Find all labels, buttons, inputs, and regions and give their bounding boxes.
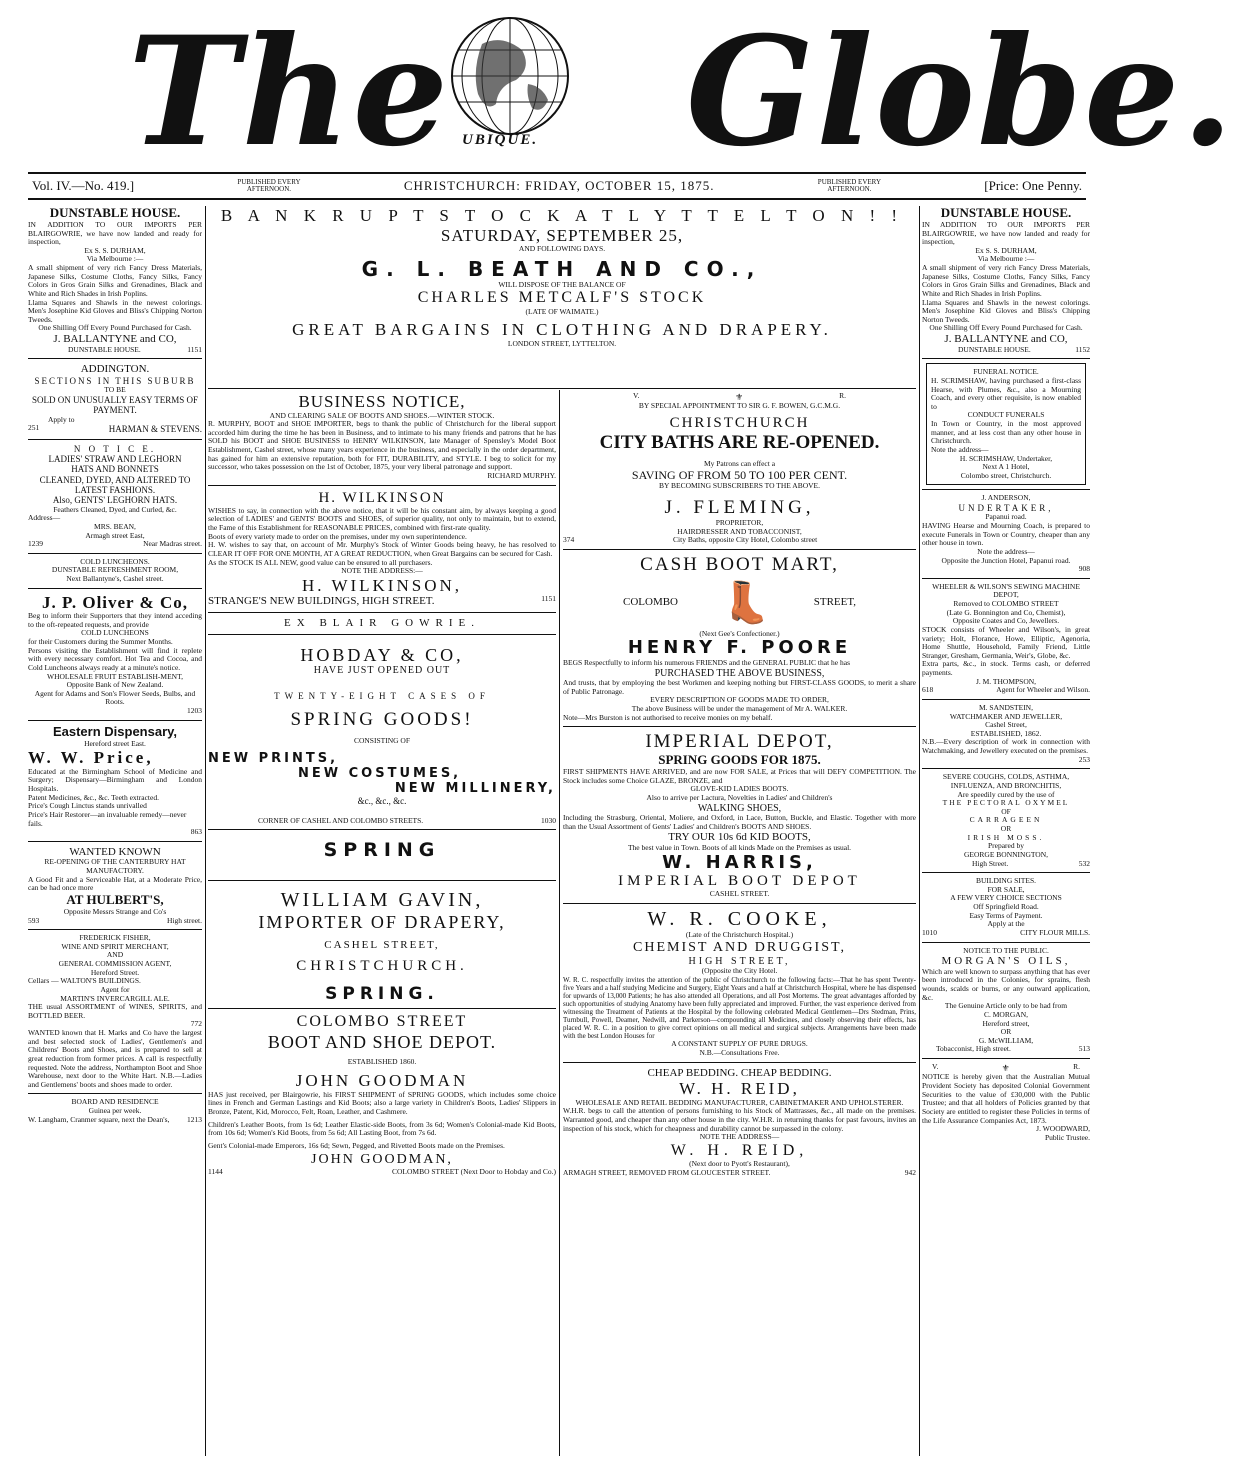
ad-number: 593 bbox=[28, 915, 40, 925]
column-rule bbox=[205, 206, 206, 1456]
ad-text: LADIES' STRAW AND LEGHORN bbox=[48, 453, 182, 464]
ad-body: Persons visiting the Establishment will find it replete with every necessary comfort. Hot Tea and Cocoa, and Cold Luncheons always ready at a minute's notice. bbox=[28, 645, 202, 672]
boot-icon: 👢 bbox=[720, 579, 771, 625]
ad-text: UNDERTAKER, bbox=[958, 503, 1054, 514]
ad-title: J. FLEMING, bbox=[664, 497, 815, 519]
masthead bbox=[0, 0, 1236, 180]
ad-text: GENERAL COMMISSION AGENT, bbox=[58, 959, 172, 969]
ad-number: 1152 bbox=[1075, 344, 1090, 354]
issue-date: CHRISTCHURCH: FRIDAY, OCTOBER 15, 1875. bbox=[403, 177, 715, 193]
ad-text: CASHEL STREET, bbox=[324, 938, 440, 951]
ad-text: One Shilling Off Every Pound Purchased for Cash. bbox=[929, 323, 1083, 333]
ad-title: COLD LUNCHEONS. bbox=[80, 556, 150, 566]
ad-number: 1239 bbox=[28, 539, 43, 549]
ad-number: 942 bbox=[904, 1167, 916, 1177]
ad-text: EVERY DESCRIPTION OF GOODS MADE TO ORDER, bbox=[650, 695, 829, 705]
ad-title: FUNERAL NOTICE. bbox=[973, 367, 1039, 377]
ad-number: 1213 bbox=[187, 1114, 202, 1124]
ad-text: Public Trustee. bbox=[1044, 1132, 1090, 1142]
ad-number: 1203 bbox=[187, 706, 202, 716]
ad-title: CASH BOOT MART, bbox=[640, 553, 839, 575]
ad-text: Off Springfield Road. bbox=[973, 902, 1039, 912]
ad-body: A Good Fit and a Serviceable Hat, at a Moderate Price, can be had once more bbox=[28, 874, 202, 893]
ad-number: 1151 bbox=[541, 594, 556, 604]
ad-text: Next Ballantyne's, Cashel street. bbox=[66, 574, 164, 584]
ad-title: CHEAP BEDDING. CHEAP BEDDING. bbox=[647, 1066, 832, 1079]
ad-text: G. McWILLIAM, bbox=[978, 1035, 1034, 1045]
ad-text: GLOVE-KID LADIES BOOTS. bbox=[690, 784, 789, 794]
ad-title: H. WILKINSON bbox=[318, 489, 446, 506]
ad-title: WANTED KNOWN bbox=[69, 845, 161, 858]
funeral-notice-box bbox=[926, 363, 1086, 485]
section-rule bbox=[208, 388, 916, 389]
ad-body: STOCK consists of Wheeler and Wilson's, in great variety; Holt, Florance, Howe, Elliptic, Agenoria, Home Shuttle, Household, Family Friend, Little Stranger, Gresham, Germania, Weir's, Globe, &c. bbox=[922, 624, 1090, 660]
ad-text: OR bbox=[1000, 1027, 1012, 1037]
ad-text: Agent for Adams and Son's Flower Seeds, Bulbs, and Roots. bbox=[34, 688, 196, 707]
ad-signature: HARMAN & STEVENS. bbox=[108, 424, 202, 435]
ad-body: for their Customers during the Summer Months. bbox=[28, 637, 173, 647]
ad-text: Patent Medicines, &c., &c. Teeth extracted. bbox=[28, 792, 159, 802]
publication-note-right: PUBLISHED EVERY AFTERNOON. bbox=[817, 178, 881, 193]
ad-text: Opposite Coates and Co, Jewellers. bbox=[952, 616, 1060, 626]
ad-body: R. MURPHY, BOOT and SHOE IMPORTER, begs to thank the public of Christchurch for the liberal support accorded him during the time he has been in Business, and to intimate to his many friends and patrons that he has SOLD his BOOT and SHOE BUSINESS to HENRY WILKINSON, late Manager of Spensley's Model Boot Establishment, Cashel street, whose many years experience in the business, and especially in the order department, has gained for him an extensive reputation, both for FIT, DURABILITY, and STYLE. I beg to solicit for my successor, who takes possession on the 1st of October, 1875, your very liberal patronage and support. bbox=[208, 419, 556, 472]
ad-text: TO BE bbox=[104, 385, 126, 395]
ad-text: TWENTY-EIGHT CASES OF bbox=[274, 690, 490, 701]
ad-title: W. HARRIS, bbox=[662, 851, 817, 873]
ad-body: Children's Leather Boots, from 1s 6d; Leather Elastic-side Boots, from 3s 6d; Women's Colonial-made Kid Boots, from 10s 6d; Women's Kid Boots, from 5s 6d; All Lasting Boot, from 7s 6d. bbox=[208, 1119, 556, 1138]
ad-text: MRS. BEAN, bbox=[94, 521, 136, 531]
ad-text: The Genuine Article only to be had from bbox=[944, 1001, 1068, 1011]
ad-body: A small shipment of very rich Fancy Dress Materials, Japanese Silks, Costume Cloths, Fancy Silks, Fancy Colors in Gros Grain Silks and Grenadines, Black and White and Rich Shades in Irish Poplins. bbox=[922, 263, 1090, 298]
volume-number: Vol. IV.—No. 419.] bbox=[32, 177, 135, 193]
ad-text: HAVE JUST OPENED OUT bbox=[313, 665, 451, 677]
ad-text: Are speedily cured by the use of bbox=[957, 789, 1055, 799]
royal-cipher: V. bbox=[633, 391, 640, 400]
ad-text: Price's Hair Restorer—an invaluable remedy—never fails. bbox=[28, 809, 187, 828]
royal-cipher: V. bbox=[932, 1062, 939, 1072]
royal-crest-icon: ⚜ bbox=[735, 392, 744, 402]
ad-text: COLOMBO bbox=[623, 596, 679, 609]
ad-text: (Opposite the City Hotel. bbox=[701, 966, 778, 976]
ad-text: WALKING SHOES, bbox=[697, 802, 782, 814]
ad-title: N O T I C E. bbox=[73, 443, 157, 454]
ad-body: And trusts, that by employing the best Workmen and keeping nothing but FIRST-CLASS GOODS, to merit a share of Public Patronage. bbox=[563, 678, 916, 696]
ad-title: SPRING. bbox=[325, 983, 439, 1004]
ad-text: Note the address— bbox=[977, 546, 1035, 556]
ad-title: BUILDING SITES. bbox=[976, 876, 1036, 886]
ad-text: Apply to bbox=[48, 414, 75, 424]
ad-title: W. H. REID, bbox=[679, 1079, 800, 1099]
ad-text: W. Langham, Cranmer square, next the Dean's, bbox=[28, 1114, 170, 1124]
ad-text: Agent for bbox=[100, 984, 130, 994]
ad-text: STREET, bbox=[813, 596, 856, 609]
ad-text: Opposite the Junction Hotel, Papanui road. bbox=[941, 555, 1071, 565]
ad-title: HOBDAY & CO, bbox=[300, 644, 464, 665]
ad-text: Agent for Wheeler and Wilson. bbox=[996, 685, 1090, 695]
ad-body: Educated at the Birmingham School of Medicine and Surgery; Dispensary—Birmingham and London Hospitals. bbox=[28, 766, 202, 794]
ad-text: AND CLEARING SALE OF BOOTS AND SHOES.—WINTER STOCK. bbox=[269, 410, 495, 420]
ad-body: Beg to inform their Supporters that they intend acceding to the oft-repeated requests, and provide bbox=[28, 611, 202, 629]
ad-text: Hereford Street. bbox=[90, 967, 140, 977]
ad-text: Ex S. S. DURHAM, bbox=[975, 245, 1037, 255]
ad-title: EX BLAIR GOWRIE. bbox=[284, 616, 480, 629]
ad-date: SATURDAY, SEPTEMBER 25, bbox=[440, 225, 684, 245]
ad-title: NOTICE TO THE PUBLIC. bbox=[963, 945, 1049, 955]
ad-title: AT HULBERT'S, bbox=[66, 891, 164, 907]
ad-text: Note the address— bbox=[931, 444, 989, 454]
ad-text: A FEW VERY CHOICE SECTIONS bbox=[950, 893, 1062, 903]
ad-text: BY SPECIAL APPOINTMENT TO SIR G. F. BOWEN, G.C.M.G. bbox=[638, 401, 841, 411]
ad-text: DUNSTABLE HOUSE. bbox=[68, 344, 141, 354]
ad-body: Llama Squares and Shawls in the newest colorings. Men's Josephine Kid Gloves and Bliss's Chipping Norton Tweeds. bbox=[28, 297, 202, 324]
dateline bbox=[28, 172, 1086, 200]
ad-title: COLOMBO STREET bbox=[296, 1013, 468, 1031]
left-column bbox=[28, 206, 202, 1456]
ad-text: Opposite Messrs Strange and Co's bbox=[63, 906, 167, 916]
ad-text: Also to arrive per Lactura, Novelties in Ladies' and Children's bbox=[646, 792, 833, 802]
ad-title: DUNSTABLE HOUSE. bbox=[940, 205, 1072, 220]
ad-text: Next A 1 Hotel, bbox=[982, 462, 1030, 472]
ad-title: M. SANDSTEIN, bbox=[979, 702, 1033, 712]
royal-crest-icon: ⚜ bbox=[1001, 1063, 1010, 1074]
ad-text: LONDON STREET, LYTTELTON. bbox=[507, 338, 617, 348]
ad-text: CLEANED, DYED, AND ALTERED TO LATEST FASHIONS. bbox=[39, 474, 191, 495]
ad-title: SPRING bbox=[323, 839, 441, 862]
ad-body: As the STOCK IS ALL NEW, good value can be ensured to all purchasers. bbox=[208, 557, 433, 567]
ad-text: Note—Mrs Burston is not authorised to receive monies on my behalf. bbox=[563, 712, 773, 722]
ad-text: J. M. THOMPSON, bbox=[975, 676, 1037, 686]
ad-number: 513 bbox=[1078, 1044, 1090, 1054]
ad-body: Llama Squares and Shawls in the newest colorings. Men's Josephine Kid Gloves and Bliss's Chipping Norton Tweeds. bbox=[922, 297, 1090, 324]
ad-title: Eastern Dispensary, bbox=[52, 723, 178, 739]
ad-text: HIGH STREET, bbox=[688, 955, 791, 967]
ad-text: The above Business will be under the management of Mr A. WALKER. bbox=[631, 703, 848, 713]
ad-body: Gent's Colonial-made Emperors, 16s 6d; Sewn, Pegged, and Rivetted Boots made on the Premises. bbox=[208, 1140, 505, 1150]
ad-text: (Next Gee's Confectioner.) bbox=[699, 628, 780, 638]
ad-text: CHARLES METCALF'S STOCK bbox=[417, 289, 707, 307]
ad-title: HENRY F. POORE bbox=[627, 637, 852, 659]
ad-body: Including the Strasburg, Oriental, Moliere, and Oxford, in Lace, Button, Buckle, and Elastic. Together with more than the Usual Assortment of Gents' Ladies' and Children's BOOTS AND SHOES. bbox=[563, 813, 916, 831]
ad-body: WISHES to say, in connection with the above notice, that it will be his constant aim, by always keeping a good selection of LADIES' and GENTS' BOOTS and SHOES, of superior quality, not only to maintain, but to extend, the Fame of this Establishment for REASONABLE PRICES, combined with first-rate quality. bbox=[208, 505, 556, 533]
ad-text: COLD LUNCHEONS bbox=[81, 628, 149, 638]
ad-body: WANTED known that H. Marks and Co have the largest and best selected stock of Ladies', Gentlemen's and Childrens' Boots and Shoes, and is prepared to sell at great reduction from former prices. A call is respectfully requested. Note the address, Northampton Boot and Shoe Warehouse, next door to the White Hart. N.B.—Ladies and Gentlemens' boots and shoes made to order. bbox=[28, 1028, 202, 1089]
ad-number: 374 bbox=[563, 535, 575, 545]
ad-text: Via Melbourne :— bbox=[977, 254, 1035, 264]
ad-number: 1144 bbox=[208, 1167, 223, 1177]
ad-title: J. P. Oliver & Co, bbox=[42, 592, 188, 612]
ad-title: CHEMIST AND DRUGGIST, bbox=[633, 939, 846, 955]
ad-body: THE usual ASSORTMENT of WINES, SPIRITS, and BOTTLED BEER. bbox=[28, 1002, 202, 1020]
ad-number: 772 bbox=[190, 1019, 202, 1029]
ad-text: Prepared by bbox=[987, 841, 1025, 851]
ad-text: CITY FLOUR MILLS. bbox=[1020, 927, 1090, 937]
ad-text: High street. bbox=[167, 915, 202, 925]
ad-text: WHOLESALE AND RETAIL BEDDING MANUFACTURER, CABINETMAKER AND UPHOLSTERER. bbox=[575, 1097, 904, 1107]
ad-body: IN ADDITION TO OUR IMPORTS PER BLAIRGOWRIE, we have now landed and ready for inspection, bbox=[922, 219, 1090, 247]
ad-text: HAIRDRESSER AND TOBACCONIST, bbox=[677, 526, 802, 536]
ad-signature: JOHN GOODMAN, bbox=[311, 1152, 453, 1168]
ad-text: N.B.—Consultations Free. bbox=[699, 1047, 780, 1057]
ad-body: IN ADDITION TO OUR IMPORTS PER BLAIRGOWRIE, we have now landed and ready for inspection, bbox=[28, 219, 202, 247]
ad-text: ESTABLISHED, 1862. bbox=[970, 728, 1042, 738]
ad-text: Ex S. S. DURHAM, bbox=[84, 245, 146, 255]
ad-text: OF bbox=[1001, 806, 1011, 816]
ad-title: H. WILKINSON, bbox=[301, 575, 463, 595]
ad-text: WHOLESALE FRUIT ESTABLISH-MENT, bbox=[47, 671, 183, 681]
ad-text: Address— bbox=[28, 513, 61, 523]
ad-title: IMPERIAL DEPOT, bbox=[645, 731, 834, 753]
ad-text: CHRISTCHURCH. bbox=[296, 957, 468, 974]
ad-text: The best value in Town. Boots of all kinds Made on the Premises as usual. bbox=[627, 842, 852, 852]
ad-text: DUNSTABLE REFRESHMENT ROOM, bbox=[51, 565, 179, 575]
royal-cipher: R. bbox=[839, 391, 846, 400]
publication-note-left: PUBLISHED EVERY AFTERNOON. bbox=[237, 178, 301, 193]
ad-body: Which are well known to surpass anything that has ever been introduced in the Colonies, for sprains, flesh wounds, scalds or burns, or any outward application, &c. bbox=[922, 966, 1090, 1002]
middle-column bbox=[208, 392, 556, 1456]
ad-text: BY BECOMING SUBSCRIBERS TO THE ABOVE. bbox=[658, 481, 820, 491]
ad-title: BOOT AND SHOE DEPOT. bbox=[267, 1031, 497, 1052]
ad-text: C. MORGAN, bbox=[984, 1009, 1028, 1019]
ad-text: Opposite Bank of New Zealand. bbox=[66, 680, 164, 690]
ad-title: MORGAN'S OILS, bbox=[941, 955, 1071, 968]
ad-text: TRY OUR 10s 6d KID BOOTS, bbox=[668, 831, 811, 844]
ad-text: CONSISTING OF bbox=[353, 736, 411, 745]
ad-text: NEW PRINTS, bbox=[208, 750, 339, 766]
ad-text: CASHEL STREET. bbox=[709, 889, 770, 899]
ad-title: JOHN GOODMAN bbox=[295, 1071, 469, 1091]
ad-text: Papanui road. bbox=[985, 512, 1027, 522]
ad-text: Cellars — WALTON'S BUILDINGS. bbox=[28, 976, 141, 986]
ad-body: RE-OPENING OF THE CANTERBURY HAT MANUFACTORY. bbox=[44, 857, 186, 876]
ad-text: NOTE THE ADDRESS— bbox=[699, 1132, 780, 1142]
ad-text: AND FOLLOWING DAYS. bbox=[518, 244, 606, 254]
ad-body: W. R. C. respectfully invites the attention of the public of Christchurch to the following facts:—That he has spent Twenty-five Years and a half studying Medicine and Surgery, Eight Years and a half at Christchurch Hospital, where he has dispensed for upwards of 13,000 Patients; he has also attended all Operations, and all Post Mortems. The great advantages afforded by such opportunities of studying Anatomy have been fully appreciated and improved. Further, the vast experience derived from witnessing the Treatment of Patients at the Hospital by the following celebrated Medical Gentlemen—Drs Stedman, Prins, Turnbull, Powell, Deamer, Nedwill, and Parkerson—compounding all Medicines, and closely observing their effects, has placed W. R. C. in a position to give correct opinions on all medical and surgical subjects. Arrangements have been made with the best London Houses for bbox=[563, 975, 916, 1041]
ad-number: 1010 bbox=[922, 927, 937, 937]
masthead-right-title: Globe. bbox=[686, 4, 1236, 180]
ad-text: PROPRIETOR, bbox=[715, 517, 764, 527]
ad-text: Tobacconist, High street. bbox=[936, 1044, 1011, 1054]
ad-text: WATCHMAKER AND JEWELLER, bbox=[949, 711, 1063, 721]
ad-title: BUSINESS NOTICE, bbox=[298, 392, 466, 411]
ad-text: GREAT BARGAINS IN CLOTHING AND DRAPERY. bbox=[292, 320, 832, 340]
ad-title: B A N K R U P T S T O C K A T L Y T T E L T O N ! ! bbox=[220, 206, 904, 225]
ad-text: Near Madras street. bbox=[143, 539, 202, 549]
ad-number: 618 bbox=[922, 685, 934, 695]
ad-text: WINE AND SPIRIT MERCHANT, bbox=[61, 941, 169, 951]
ad-body: FIRST SHIPMENTS HAVE ARRIVED, and are now FOR SALE, at Prices that will DEFY COMPETITION. The Stock includes some Choice GLAZE, BRONZE, and bbox=[563, 767, 916, 785]
ad-body: H. SCRIMSHAW, having purchased a first-class Hearse, with Plumes, &c., also a Mourning Coach, and every other requisite, is now enabled to bbox=[931, 375, 1081, 411]
price: [Price: One Penny. bbox=[984, 177, 1082, 193]
ad-number: 253 bbox=[1078, 754, 1090, 764]
ad-title: W. W. Price, bbox=[28, 748, 154, 768]
ad-title: SEVERE COUGHS, COLDS, ASTHMA, INFLUENZA, AND BRONCHITIS, bbox=[942, 772, 1070, 790]
ad-text: NEW COSTUMES, bbox=[298, 765, 462, 781]
ad-text: Also, GENTS' LEGHORN HATS. bbox=[52, 495, 178, 506]
ad-text: DUNSTABLE HOUSE. bbox=[958, 344, 1031, 354]
ad-signature: RICHARD MURPHY. bbox=[487, 470, 556, 480]
ad-title: DUNSTABLE HOUSE. bbox=[49, 205, 181, 220]
ad-text: Removed to COLOMBO STREET bbox=[953, 599, 1059, 609]
ad-text: WILL DISPOSE OF THE BALANCE OF bbox=[498, 279, 626, 289]
ad-text: Guinea per week. bbox=[88, 1106, 142, 1116]
ad-title: CITY BATHS ARE RE-OPENED. bbox=[599, 432, 880, 454]
ad-signature: J. BALLANTYNE and CO, bbox=[53, 333, 177, 346]
ad-text: (Next door to Pyott's Restaurant), bbox=[689, 1159, 790, 1169]
ad-text: A CONSTANT SUPPLY OF PURE DRUGS. bbox=[671, 1039, 808, 1049]
ad-body: H. W. wishes to say that, on account of Mr. Murphy's Stock of Winter Goods being heavy, he has resolved to CLEAR IT OFF FOR ONE MONTH, AT A GREAT REDUCTION, when Great Bargains can be secured for Cash. bbox=[208, 540, 556, 558]
ad-text: OR bbox=[1000, 824, 1012, 834]
royal-cipher: R. bbox=[1073, 1062, 1080, 1072]
ad-body: HAVING Hearse and Mourning Coach, is prepared to execute Funerals in Town or Country, cheaper than any other house in town. bbox=[922, 521, 1090, 548]
ad-text: ARMAGH STREET, REMOVED FROM GLOUCESTER STREET. bbox=[563, 1167, 771, 1177]
ad-body: SECTIONS IN THIS SUBURB bbox=[34, 375, 196, 386]
ad-text: IMPORTER OF DRAPERY, bbox=[258, 912, 506, 933]
ad-text: Cashel Street, bbox=[985, 720, 1027, 730]
ad-text: NEW MILLINERY, bbox=[394, 780, 556, 796]
ad-text: (Late of the Christchurch Hospital.) bbox=[685, 930, 794, 940]
ad-text: Colombo street, Christchurch. bbox=[960, 470, 1052, 480]
ad-body: NOTICE is hereby given that the Australian Mutual Provident Society has deposited Colonial Government Securities to the value of £30,000 with the Public Trustee; and that all holders of Policies granted by that Society are entitled to register these Policies in terms of the Life Assurance Companies Act, 1873. bbox=[922, 1072, 1090, 1125]
ad-text: THE PECTORAL OXYMEL bbox=[942, 798, 1070, 808]
ad-text: Hereford street, bbox=[982, 1018, 1030, 1028]
ad-body: N.B.—Every description of work in connection with Watchmaking, and Jewellery executed on the premises. bbox=[922, 737, 1090, 756]
ad-number: 908 bbox=[1078, 564, 1090, 574]
ad-title: W. R. COOKE, bbox=[647, 908, 832, 931]
ad-text: COLOMBO STREET (Next Door to Hobday and Co.) bbox=[391, 1167, 556, 1177]
ad-text: CONDUCT FUNERALS bbox=[967, 410, 1045, 420]
ad-text: Via Melbourne :— bbox=[86, 254, 144, 264]
ad-text: (LATE OF WAIMATE.) bbox=[525, 306, 599, 316]
ad-signature: J. BALLANTYNE and CO, bbox=[944, 333, 1068, 346]
ad-text: ESTABLISHED 1860. bbox=[347, 1057, 417, 1067]
ad-signature: W. H. REID, bbox=[670, 1141, 809, 1159]
ad-text: (Late G. Bonnington and Co, Chemist), bbox=[946, 607, 1066, 617]
ad-body: SOLD ON UNUSUALLY EASY TERMS OF PAYMENT. bbox=[31, 394, 199, 416]
column-rule bbox=[559, 390, 560, 1456]
firm-name: G. L. BEATH AND CO., bbox=[361, 256, 763, 281]
ad-body: HAS just received, per Blairgowrie, his FIRST SHIPMENT of SPRING GOODS, which includes some choice lines in French and German Lastings and Kid Boots; also a large variety in Children's Boots, Ladies' Slippers in Bronze, Patent, Kid, Morocco, Felt, Roan, Leather, and Cashmere. bbox=[208, 1089, 556, 1116]
ad-text: H. SCRIMSHAW, Undertaker, bbox=[959, 453, 1053, 463]
ad-title: SPRING GOODS! bbox=[290, 709, 474, 731]
ad-title: J. ANDERSON, bbox=[981, 493, 1031, 503]
masthead-left-title: The bbox=[128, 4, 451, 180]
ad-text: Feathers Cleaned, Dyed, and Curled, &c. bbox=[53, 504, 177, 514]
ad-number: 1030 bbox=[541, 815, 556, 825]
ad-body: BEGS Respectfully to inform his numerous FRIENDS and the GENERAL PUBLIC that he has bbox=[563, 657, 850, 667]
ad-text: HATS AND BONNETS bbox=[71, 464, 159, 475]
ad-text: FOR SALE, bbox=[987, 884, 1025, 894]
ad-text: MARTIN'S INVERCARGILL ALE. bbox=[60, 993, 170, 1003]
ad-title: ADDINGTON. bbox=[80, 363, 150, 376]
ad-body: In Town or Country, in the most approved manner, and at less cost than any other house in Christchurch. bbox=[931, 419, 1081, 446]
ad-text: City Baths, opposite City Hotel, Colombo street bbox=[673, 535, 818, 545]
ad-text: GEORGE BONNINGTON, bbox=[963, 849, 1049, 859]
ad-body: Extra parts, &c., in stock. Terms cash, or deferred payments. bbox=[922, 659, 1090, 678]
ad-number: 863 bbox=[190, 827, 202, 837]
ad-body: A small shipment of very rich Fancy Dress Materials, Japanese Silks, Costume Cloths, Fancy Silks, Fancy Colors in Gros Grain Silks and Grenadines, Black and White and Rich Shades in Irish Poplins. bbox=[28, 263, 202, 298]
ad-text: NOTE THE ADDRESS:— bbox=[341, 566, 423, 576]
ad-text: AND bbox=[106, 950, 124, 960]
ad-title: IMPERIAL BOOT DEPOT bbox=[618, 873, 861, 890]
ad-title: FREDERICK FISHER, bbox=[79, 933, 151, 943]
ad-text: CORNER OF CASHEL AND COLOMBO STREETS. bbox=[258, 815, 424, 825]
ad-body: W.H.R. begs to call the attention of persons furnishing to his Stock of Mattrasses, &c., all made on the premises. Warranted good, and cheaper than any other house in the city. W.H.R. in returning thanks for past favours, invites an inspection of his stock, which for cheapness and durability cannot be surpassed in the colony. bbox=[563, 1106, 916, 1133]
ad-text: Hereford street East. bbox=[84, 738, 146, 748]
ad-text: IRISH MOSS. bbox=[967, 832, 1045, 842]
ad-number: 532 bbox=[1078, 858, 1090, 868]
bankrupt-stock-ad bbox=[208, 206, 916, 388]
ad-text: CARRAGEEN bbox=[969, 815, 1043, 825]
ad-title: WHEELER & WILSON'S SEWING MACHINE DEPOT, bbox=[932, 581, 1080, 600]
center-column bbox=[563, 392, 916, 1456]
ad-title: BOARD AND RESIDENCE bbox=[71, 1097, 159, 1107]
ad-text: One Shilling Off Every Pound Purchased for Cash. bbox=[38, 323, 192, 333]
ad-title: CHRISTCHURCH bbox=[669, 414, 810, 431]
ad-text: SAVING OF FROM 50 TO 100 PER CENT. bbox=[631, 467, 848, 482]
motto: UBIQUE. bbox=[462, 132, 539, 148]
ad-text: Easy Terms of Payment. bbox=[969, 910, 1043, 920]
ad-title: WILLIAM GAVIN, bbox=[280, 889, 484, 912]
ad-text: PURCHASED THE ABOVE BUSINESS, bbox=[654, 667, 825, 679]
ad-text: Apply at the bbox=[987, 919, 1025, 929]
ad-body: Boots of every variety made to order on the premises, under my own superintendence. bbox=[208, 531, 467, 541]
ad-title: SPRING GOODS FOR 1875. bbox=[658, 752, 821, 768]
ad-number: 1151 bbox=[187, 344, 202, 354]
ad-text: STRANGE'S NEW BUILDINGS, HIGH STREET. bbox=[208, 595, 435, 608]
ad-text: My Patrons can effect a bbox=[703, 459, 776, 469]
ad-text: Price's Cough Linctus stands unrivalled bbox=[28, 801, 147, 811]
right-column bbox=[922, 206, 1090, 1456]
column-rule bbox=[919, 206, 920, 1456]
ad-text: Armagh street East, bbox=[85, 530, 145, 540]
ad-text: &c., &c., &c. bbox=[357, 796, 407, 807]
ad-signature: J. WOODWARD, bbox=[1036, 1124, 1090, 1134]
ad-text: High Street. bbox=[972, 858, 1009, 868]
ad-number: 251 bbox=[28, 423, 40, 433]
